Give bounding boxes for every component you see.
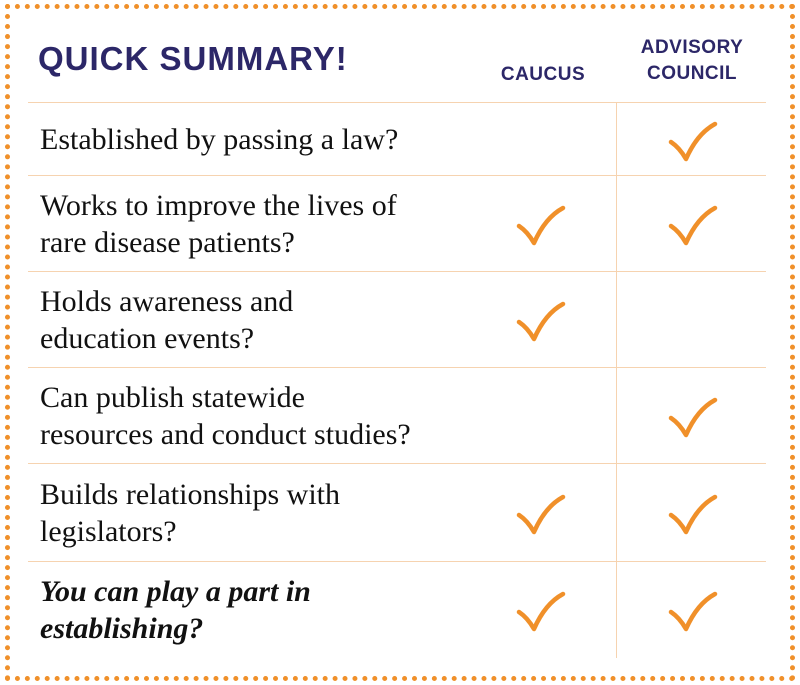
row-question-line1: Builds relationships with <box>40 478 340 511</box>
caucus-checkmark-icon <box>516 494 566 536</box>
row-divider <box>28 271 766 272</box>
caucus-checkmark-icon <box>516 591 566 633</box>
row-question <box>40 573 470 647</box>
row-question <box>40 121 470 158</box>
column-header-advisory-line1: ADVISORY <box>640 37 744 58</box>
row-question-line1: Established by passing a law? <box>40 123 399 156</box>
row-divider <box>28 561 766 562</box>
row-question-line1: You can play a part in <box>40 575 311 608</box>
row-question-line2: rare disease patients? <box>40 226 295 259</box>
row-question-line1: Can publish statewide <box>40 381 305 414</box>
row-question-line1: Works to improve the lives of <box>40 189 397 222</box>
row-question <box>40 476 470 550</box>
row-question-line2: education events? <box>40 322 255 355</box>
row-divider <box>28 463 766 464</box>
advisory-checkmark-icon <box>668 397 718 439</box>
table-row <box>0 176 790 272</box>
caucus-checkmark-icon <box>516 301 566 343</box>
row-divider <box>28 175 766 176</box>
row-divider <box>28 102 766 103</box>
row-question-line2: legislators? <box>40 515 177 548</box>
page-title: QUICK SUMMARY! <box>38 40 348 77</box>
row-question <box>40 187 470 261</box>
row-question <box>40 379 470 453</box>
advisory-checkmark-icon <box>668 494 718 536</box>
caucus-checkmark-icon <box>516 205 566 247</box>
advisory-checkmark-icon <box>668 591 718 633</box>
advisory-checkmark-icon <box>668 205 718 247</box>
column-header-advisory-line2: COUNCIL <box>646 63 738 84</box>
row-question-line2: resources and conduct studies? <box>40 418 411 451</box>
column-header-advisory-council <box>617 35 767 87</box>
row-question <box>40 283 470 357</box>
table-row <box>0 368 790 464</box>
advisory-checkmark-icon <box>668 121 718 163</box>
table-row <box>0 272 790 368</box>
table-row <box>0 464 790 562</box>
table-row <box>0 103 790 176</box>
column-header-caucus: CAUCUS <box>500 64 586 85</box>
row-question-line1: Holds awareness and <box>40 285 294 318</box>
row-question-line2: establishing? <box>40 612 204 645</box>
table-row <box>0 562 790 658</box>
row-divider <box>28 367 766 368</box>
